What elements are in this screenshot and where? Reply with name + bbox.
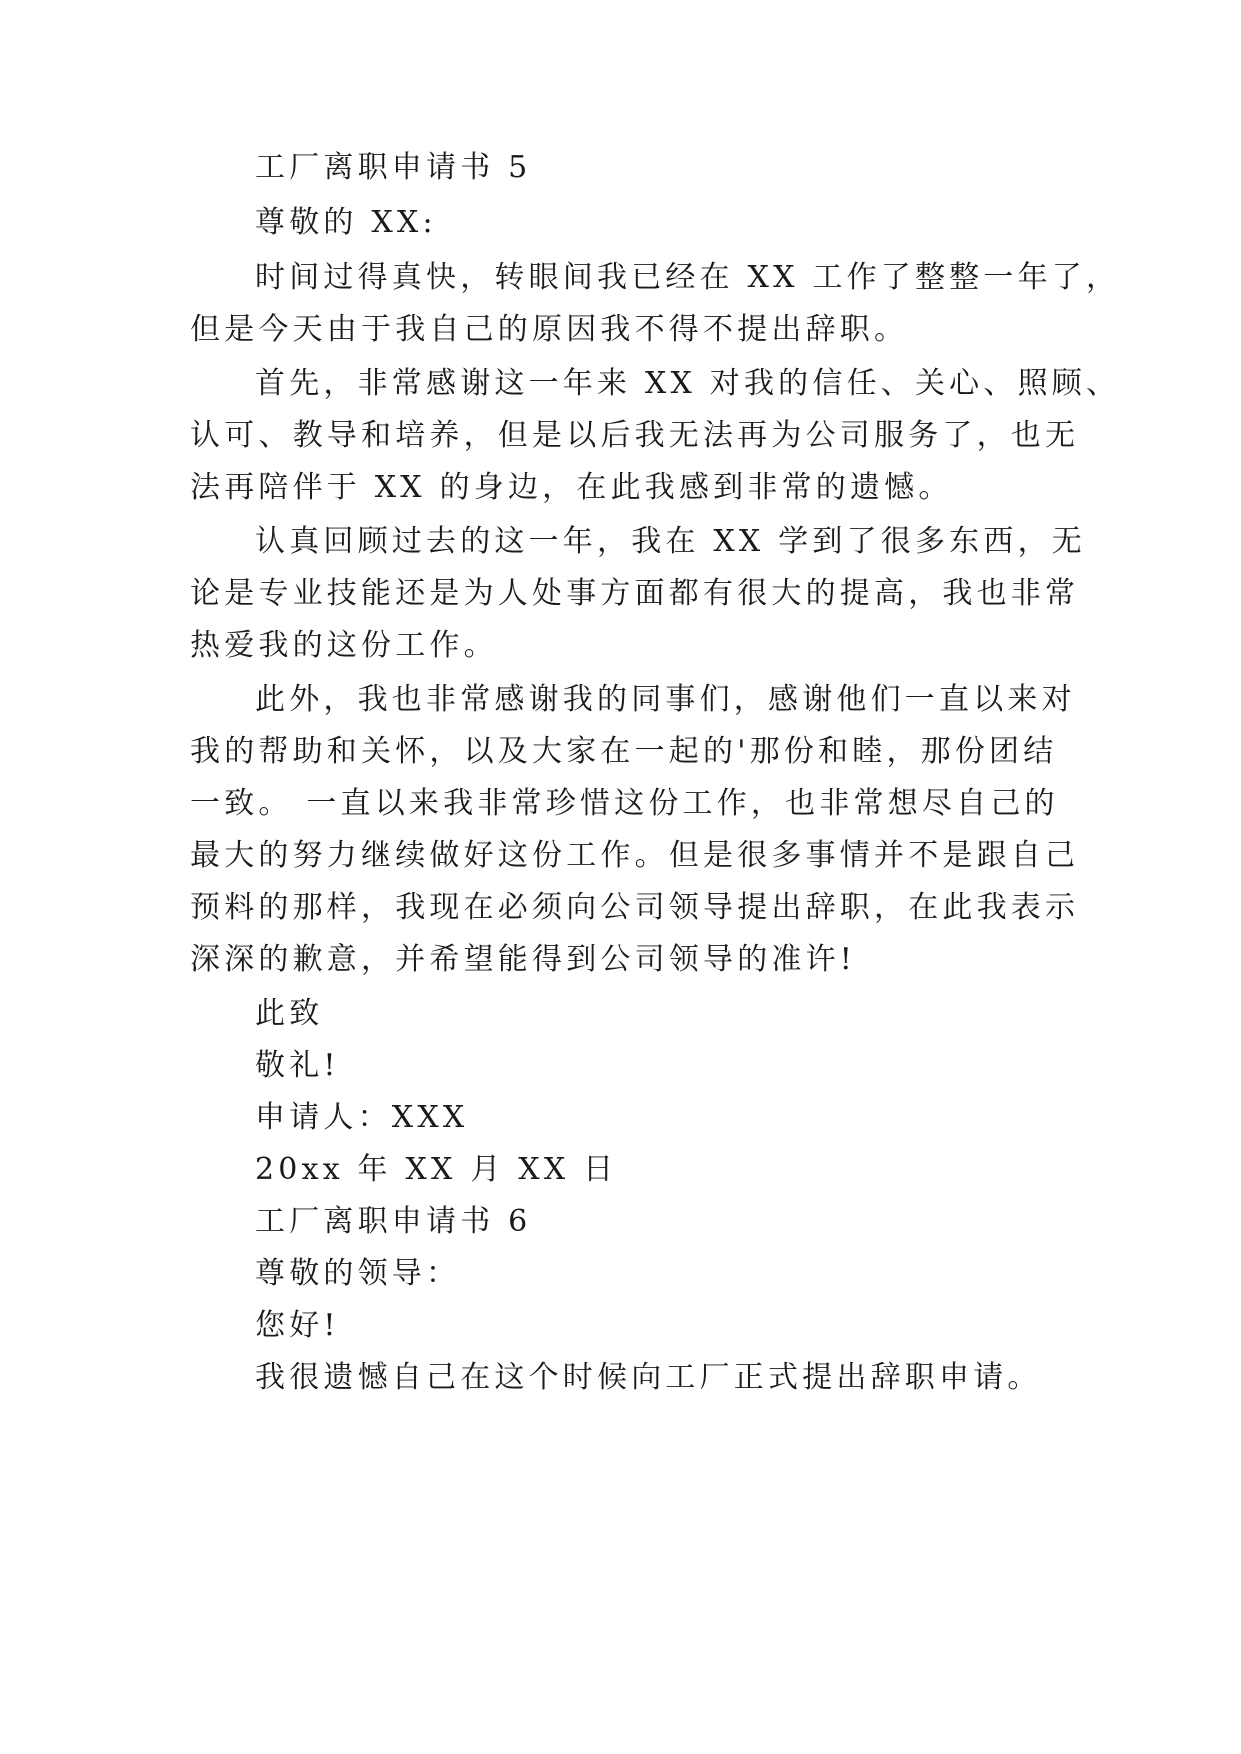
paragraph-line: 我的帮助和关怀，以及大家在一起的'那份和睦，那份团结 [190,734,1058,769]
date: 20xx 年 XX 月 XX 日 [255,1152,618,1187]
salutation: 尊敬的领导： [255,1256,461,1291]
section-title-5: 工厂离职申请书 5 [255,150,532,185]
paragraph-line: 深深的歉意，并希望能得到公司领导的准许! [190,942,857,977]
greeting: 您好! [255,1308,340,1343]
closing-cizhi: 此致 [255,996,324,1031]
closing-jingli: 敬礼! [255,1048,340,1083]
paragraph-line: 法再陪伴于 XX 的身边，在此我感到非常的遗憾。 [190,470,953,505]
paragraph-line: 我很遗憾自己在这个时候向工厂正式提出辞职申请。 [255,1360,1042,1395]
paragraph-line: 认真回顾过去的这一年，我在 XX 学到了很多东西，无 [255,524,1086,559]
paragraph-line: 一致。 一直以来我非常珍惜这份工作，也非常想尽自己的 [190,786,1059,821]
paragraph-line: 时间过得真快，转眼间我已经在 XX 工作了整整一年了， [255,260,1121,295]
paragraph-line: 此外，我也非常感谢我的同事们，感谢他们一直以来对 [255,682,1076,717]
salutation: 尊敬的 XX: [255,205,437,240]
paragraph-line: 但是今天由于我自己的原因我不得不提出辞职。 [190,312,909,347]
section-title-6: 工厂离职申请书 6 [255,1204,532,1239]
paragraph-line: 热爱我的这份工作。 [190,628,498,663]
paragraph-line: 论是专业技能还是为人处事方面都有很大的提高，我也非常 [190,576,1080,611]
paragraph-line: 首先，非常感谢这一年来 XX 对我的信任、关心、照顾、 [255,366,1121,401]
paragraph-line: 最大的努力继续做好这份工作。但是很多事情并不是跟自己 [190,838,1080,873]
paragraph-line: 预料的那样，我现在必须向公司领导提出辞职，在此我表示 [190,890,1080,925]
paragraph-line: 认可、教导和培养，但是以后我无法再为公司服务了，也无 [190,418,1080,453]
applicant: 申请人：XXX [255,1100,469,1135]
